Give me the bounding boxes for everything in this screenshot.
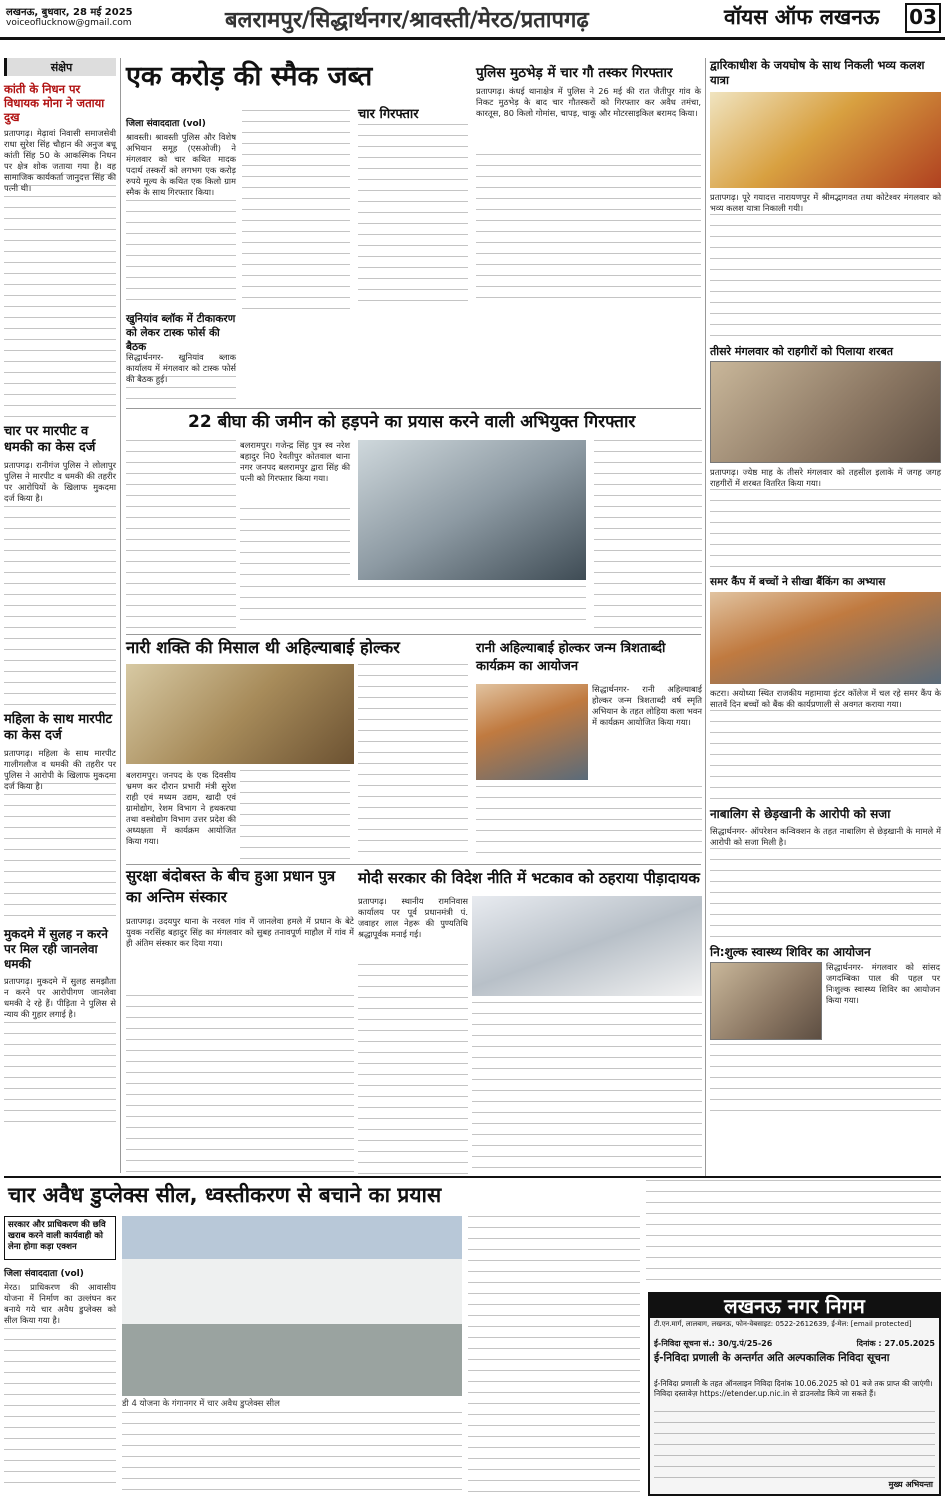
brief-headline-3: महिला के साथ मारपीट का केस दर्ज <box>4 712 113 743</box>
funeral-story <box>126 866 354 1178</box>
text-lines <box>126 376 236 408</box>
brief-text-1: प्रतापगढ़। मेढ़ावां निवासी समाजसेवी राधा सुरेश सिंह चौहान की अनुज बधू कांती सिंह 50 के आकस्मिक निधन पर क्षेत्र शोक जताया गया है। वह सामाजिक कार्यकर्ता जानुदत्त सिंह की पत्नी थी। <box>4 128 116 193</box>
brief-text-2: प्रतापगढ़। रानीगंज पुलिस ने लोलापुर पुलिस ने मारपीट व धमकी की तहरीर पर आरोपियों के खिलाफ मुकदमा दर्ज किया है। <box>4 460 116 503</box>
page-number: 03 <box>905 3 941 33</box>
section-rule <box>126 864 701 865</box>
funeral-headline: सुरक्षा बंदोबस्त के बीच हुआ प्रधान पुत्र का अन्तिम संस्कार <box>126 867 336 906</box>
ad-heading: ई-निविदा प्रणाली के अन्तर्गत अति अल्पकालिक निविदा सूचना <box>654 1352 890 1364</box>
health-headline: नि:शुल्क स्वास्थ्य शिविर का आयोजन <box>710 945 871 959</box>
text-lines <box>710 710 941 800</box>
duplex-photo <box>122 1216 462 1396</box>
duplex-text: मेरठ। प्राधिकरण की आवासीय योजना में निर्माण का उल्लंघन कर बनाये गये चार अवैध डुप्लेक्स को सील किया गया है। <box>4 1282 116 1325</box>
email: voiceoflucknow@gmail.com <box>6 18 132 28</box>
cow-text: प्रतापगढ़। कंधई थानाक्षेत्र में पुलिस ने 26 मई की रात जैतीपुर गांव के निकट मुठभेड़ के बाद चार गौतस्करों को गिरफ्तार कर अवैध तमंचा, कारतूस, 80 किलो गोमांस, चापड़, चाकू और मोटरसाइकिल बरामद किया। <box>476 86 701 118</box>
ahilya2-headline: रानी अहिल्याबाई होल्कर जन्म त्रिशताब्दी कार्यक्रम का आयोजन <box>476 641 666 674</box>
duplex-story <box>4 1180 642 1496</box>
health-text: सिद्धार्थनगर- मंगलवार को सांसद जगदम्बिका पाल की पहल पर निःशुल्क स्वास्थ्य शिविर का आयोजन किया गया। <box>826 962 940 1005</box>
land-headline: 22 बीघा की जमीन को हड़पने का प्रयास करने वाली अभियुक्त गिरफ्तार <box>188 412 636 432</box>
brand-title: वॉयस ऑफ लखनऊ <box>724 5 880 29</box>
text-lines <box>126 440 236 630</box>
cow-story <box>476 64 701 310</box>
cow-headline: पुलिस मुठभेड़ में चार गौ तस्कर गिरफ्तार <box>476 65 673 81</box>
left-column <box>4 58 116 1173</box>
text-lines <box>710 848 941 938</box>
text-lines <box>122 1412 462 1494</box>
text-lines <box>710 214 941 338</box>
camp-text: कटरा। अयोध्या स्थित राजकीय महामाया इंटर कॉलेज में चल रहे समर कैंप के सातवें दिन बच्चों को बैंक की कार्यप्रणाली से अवगत कराया गया। <box>710 688 941 709</box>
section-rule <box>126 634 701 635</box>
issue-date: लखनऊ, बुधवार, 28 मई 2025 <box>6 7 133 18</box>
ad-body: ई-निविदा प्रणाली के तहत ऑनलाइन निविदा दिनांक 10.06.2025 को 01 बजे तक प्राप्त की जाएंगी। निविदा दस्तावेज़ https://etender.up.nic.in से डाउनलोड किये जा सकते हैं। <box>654 1379 933 1398</box>
section-header: संक्षेप <box>4 58 116 76</box>
bottom-rule <box>4 1176 941 1178</box>
text-lines <box>654 1411 935 1481</box>
text-lines <box>358 124 468 310</box>
ahilya-story-1 <box>126 636 471 862</box>
smack-byline: जिला संवाददाता (vol) <box>126 119 206 129</box>
text-lines <box>242 110 350 310</box>
ahilya2-photo <box>476 684 588 780</box>
ahilya1-headline: नारी शक्ति की मिसाल थी अहिल्याबाई होल्कर <box>126 638 400 657</box>
modi-story <box>358 866 704 1178</box>
masthead <box>0 0 945 40</box>
sentence-text: सिद्धार्थनगर- ऑपरेशन कन्विक्शन के तहत नाबालिग से छेड़खानी के मामले में आरोपी को सजा मिली है। <box>710 826 941 847</box>
text-lines <box>476 786 702 862</box>
ad-number: ई-निविदा सूचना सं.: 30/पु.पं/25-26 <box>654 1339 773 1348</box>
taskforce-headline: खुनियांव ब्लॉक में टीकाकरण को लेकर टास्क फोर्स की बैठक <box>126 313 236 353</box>
sentence-headline: नाबालिग से छेड़खानी के आरोपी को सजा <box>710 807 891 821</box>
duplex-caption: डी 4 योजना के गंगानगर में चार अवैध डुप्लेक्स सील <box>122 1399 280 1409</box>
text-lines <box>4 506 116 706</box>
funeral-text: प्रतापगढ़। उदयपुर थाना के नरवल गांव में जानलेवा हमले में प्रधान के बेटे युवक नरसिंह बहादुर सिंह का मंगलवार को सुबह तनावपूर्ण माहौल में गांव में ही अंतिम संस्कार कर दिया गया। <box>126 916 354 948</box>
text-lines <box>240 586 586 630</box>
text-lines <box>4 1328 116 1493</box>
text-lines <box>594 440 702 630</box>
modi-text: प्रतापगढ़। स्थानीय रामनिवास कार्यालय पर पूर्व प्रधानमंत्री पं. जवाहर लाल नेहरू की पुण्यतिथि श्रद्धापूर्वक मनाई गई। <box>358 896 468 939</box>
police-photo <box>358 440 586 580</box>
sharbat-photo <box>710 361 941 463</box>
tender-ad <box>648 1292 941 1496</box>
ahilya1-text: बलरामपुर। जनपद के एक दिवसीय भ्रमण कर दौरान प्रभारी मंत्री सुरेश राही एवं मध्यम उद्यम, खादी एवं ग्रामोद्योग, रेशम विभाग ने हथकरघा तथा वस्त्रोद्योग विभाग उत्तर प्रदेश की अध्यक्षता में कार्यक्रम आयोजित किया गया। <box>126 770 236 846</box>
text-lines <box>358 964 468 1176</box>
sharbat-text: प्रतापगढ़। ज्येष्ठ माह के तीसरे मंगलवार को तहसील इलाके में जगह जगह राहगीरों में शरबत वितरित किया गया। <box>710 467 941 488</box>
health-block <box>710 962 941 1042</box>
ad-title: लखनऊ नगर निगम <box>650 1294 939 1318</box>
modi-photo <box>472 896 702 996</box>
column-rule <box>120 58 121 1173</box>
taskforce-story <box>126 312 366 408</box>
kalash-text: प्रतापगढ़। पूरे गयादत्त नारायणपुर में श्रीमद्भागवत तथा कोटेश्वर मंगलवार को भव्य कलश यात्रा निकाली गयी। <box>710 192 941 213</box>
duplex-byline: जिला संवाददाता (vol) <box>4 1269 84 1279</box>
camp-headline: समर कैंप में बच्चों ने सीखा बैंकिंग का अभ्यास <box>710 576 886 588</box>
section-cities: बलरामपुर/सिद्धार्थनगर/श्रावस्ती/मेरठ/प्रतापगढ़ <box>225 8 589 33</box>
text-lines <box>468 1216 640 1494</box>
ad-signature: मुख्य अभियन्ता <box>888 1480 933 1489</box>
column-rule <box>705 58 706 1178</box>
ahilya-story-2 <box>476 640 704 862</box>
camp-photo <box>710 592 941 684</box>
brief-headline-1: कांती के निधन पर विधायक मोना ने जताया दुख <box>4 82 105 124</box>
smack-headline: एक करोड़ की स्मैक जब्त <box>126 61 373 92</box>
text-lines <box>240 770 350 862</box>
health-photo <box>710 962 822 1040</box>
smack-text: श्रावस्ती। श्रावस्ती पुलिस और विशेष अभियान समूह (एसओजी) ने मंगलवार को चार कथित मादक पदार्थ तस्करों को लगभग एक करोड़ रुपये मूल्य के कथित एक किलो ग्राम स्मैक के साथ गिरफ्तार किया। <box>126 132 236 197</box>
ahilya1-photo <box>126 664 354 764</box>
land-story <box>126 410 704 632</box>
text-lines <box>358 664 468 862</box>
duplex-headline: चार अवैध डुप्लेक्स सील, ध्वस्तीकरण से बचाने का प्रयास <box>8 1183 442 1207</box>
text-lines <box>126 995 354 1175</box>
kalash-headline: द्वारिकाधीश के जयघोष के साथ निकली भव्य कलश यात्रा <box>710 58 925 87</box>
smack-story <box>126 60 471 310</box>
duplex-callout <box>4 1216 116 1260</box>
sharbat-headline: तीसरे मंगलवार को राहगीरों को पिलाया शरबत <box>710 345 894 358</box>
text-lines <box>4 1022 116 1132</box>
land-text: बलरामपुर। गजेन्द्र सिंह पुत्र स्व नरेश बहादुर नि0 रेवतीपुर कोतवाल थाना नगर जनपद बलरामपुर द्वारा सिंह की पत्नी को गिरफ्तार किया गया। <box>240 440 350 483</box>
duplex-callout-text: सरकार और प्राधिकरण की छवि खराब करने वाली कार्यवाही को लेना होगा कड़ा एक्शन <box>8 1220 106 1252</box>
modi-headline: मोदी सरकार की विदेश नीति में भटकाव को ठहराया पीड़ादायक <box>358 869 700 887</box>
brief-headline-4: मुकदमे में सुलह न करने पर मिल रही जानलेवा धमकी <box>4 927 108 971</box>
brief-text-4: प्रतापगढ़। मुकदमे में सुलह समझौता न करने पर आरोपीगण जानलेवा धमकी दे रहे हैं। पीड़िता ने पुलिस से न्याय की गुहार लगाई है। <box>4 976 116 1019</box>
brief-headline-2: चार पर मारपीट व धमकी का केस दर्ज <box>4 424 96 455</box>
ad-address: टी.एन.मार्ग, लालबाग, लखनऊ, फोन-वेबसाइट: 0522-2612639, ई-मेल: [email protected] <box>654 1320 912 1328</box>
text-lines <box>646 1180 941 1288</box>
taskforce-text: सिद्धार्थनगर- खुनियांव ब्लाक कार्यालय में मंगलवार को टास्क फोर्स की बैठक हुई। <box>126 352 236 384</box>
ahilya2-text: सिद्धार्थनगर- रानी अहिल्याबाई होल्कर जन्म त्रिशताब्दी वर्ष स्मृति अभियान के तहत लोहिया कला भवन में कार्यक्रम आयोजित किया गया। <box>592 684 702 727</box>
text-lines <box>710 489 941 569</box>
text-lines <box>4 783 116 921</box>
ad-meta <box>650 1338 939 1349</box>
section-rule <box>126 408 701 409</box>
text-lines <box>472 1002 702 1176</box>
brief-text-3: प्रतापगढ़। महिला के साथ मारपीट गालीगलौज व धमकी की तहरीर पर पुलिस ने आरोपी के खिलाफ मुकदमा दर्ज किया है। <box>4 748 116 791</box>
right-column <box>710 58 941 1178</box>
smack-subhead: चार गिरफ्तार <box>358 107 419 122</box>
text-lines <box>126 200 236 310</box>
text-lines <box>710 1044 941 1116</box>
kalash-photo <box>710 92 941 188</box>
text-lines <box>476 154 701 304</box>
ad-date: दिनांक : 27.05.2025 <box>856 1339 935 1348</box>
text-lines <box>240 508 350 580</box>
text-lines <box>4 174 116 418</box>
